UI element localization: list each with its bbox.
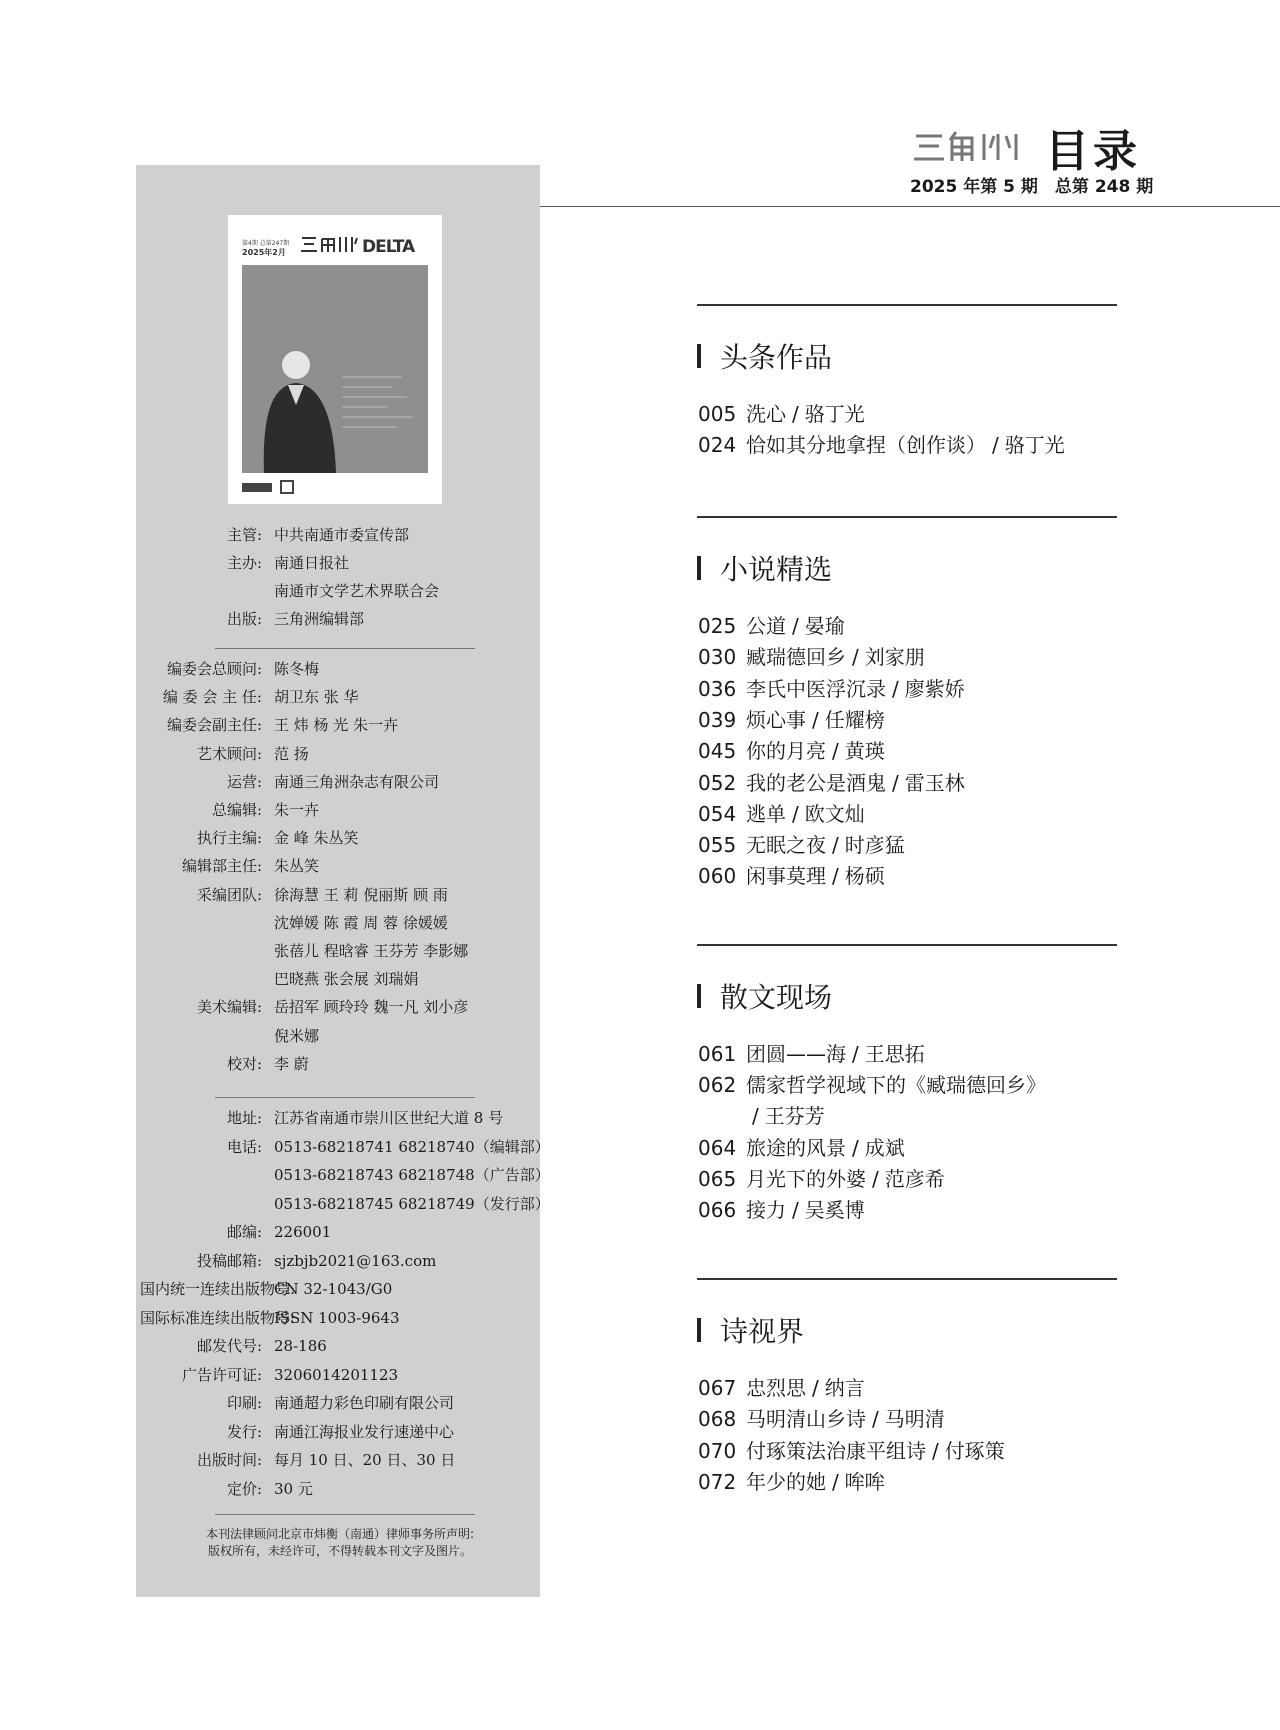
- entry-author: 时彦猛: [844, 833, 905, 858]
- masthead-label: 编辑部主任:: [181, 857, 262, 876]
- separator: /: [992, 433, 999, 458]
- masthead-label: 广告许可证:: [181, 1365, 262, 1384]
- entry-title: 儒家哲学视域下的《臧瑞德回乡》: [746, 1073, 1046, 1098]
- masthead-value: 226001: [274, 1223, 332, 1241]
- masthead-value: 张蓓儿 程晗睿 王芬芳 李影娜: [274, 942, 469, 960]
- page-number: 061: [698, 1042, 737, 1066]
- entry-author: 骆丁光: [804, 402, 865, 426]
- section-title: 头条作品: [720, 341, 833, 374]
- entry-author: 晏瑜: [804, 614, 845, 638]
- toc-entry-continued: [746, 1102, 825, 1130]
- section-rule: [697, 944, 1117, 946]
- entry-author: 刘家朋: [864, 645, 925, 670]
- page-number: 024: [698, 433, 737, 458]
- masthead-label: 总编辑:: [211, 801, 262, 819]
- entry-title: 无眠之夜: [746, 833, 826, 858]
- panel-divider: [215, 1514, 475, 1515]
- entry-author: 任耀榜: [824, 707, 885, 732]
- toc-entry[interactable]: [698, 800, 865, 828]
- separator: /: [752, 1104, 759, 1129]
- masthead-label: 电话:: [226, 1137, 262, 1156]
- separator: /: [892, 770, 899, 795]
- toc-entry[interactable]: [698, 431, 1065, 459]
- entry-title: 闲事莫理: [746, 864, 826, 889]
- separator: /: [832, 833, 839, 858]
- legal-notice: 本刊法律顾问北京市炜衡（南通）律师事务所声明: 版权所有，未经许可，不得转载本刊文字及图片。: [205, 1527, 475, 1558]
- masthead-value: 沈婵媛 陈 霞 周 蓉 徐媛媛: [274, 913, 448, 932]
- separator: /: [812, 1376, 819, 1400]
- masthead-label: 校对:: [226, 1054, 262, 1073]
- toc-entry[interactable]: [698, 1071, 1046, 1099]
- masthead-label: 定价:: [226, 1479, 262, 1498]
- masthead-value: 徐海慧 王 莉 倪丽斯 顾 雨: [274, 885, 448, 904]
- masthead-value: 巴晓燕 张会展 刘瑞娟: [274, 970, 419, 989]
- masthead-value: 南通超力彩色印刷有限公司: [274, 1394, 455, 1412]
- entry-title: 洗心: [746, 402, 786, 426]
- entry-title: 年少的她: [746, 1469, 826, 1494]
- toc-entry[interactable]: [698, 1468, 885, 1496]
- masthead-label: 投稿邮箱:: [196, 1251, 262, 1270]
- entry-author: 王思拓: [864, 1042, 925, 1066]
- entry-author: 付琢策: [944, 1438, 1005, 1463]
- section-title: 诗视界: [720, 1315, 805, 1348]
- masthead-value: 0513-68218745 68218749（发行部）: [274, 1194, 550, 1213]
- separator: /: [872, 1407, 879, 1432]
- masthead-value: 南通三角洲杂志有限公司: [274, 772, 440, 791]
- issue-number: 2025 年第 5 期 总第 248 期: [910, 177, 1154, 197]
- cover-photo: [242, 265, 428, 473]
- page-number: 052: [698, 770, 737, 795]
- toc-entry[interactable]: [698, 831, 905, 859]
- entry-author: 欧文灿: [804, 801, 865, 826]
- page-number: 054: [698, 801, 737, 826]
- page-number: 070: [698, 1438, 737, 1463]
- entry-title: 你的月亮: [746, 739, 826, 764]
- entry-author: 纳言: [824, 1376, 865, 1400]
- separator: /: [792, 614, 799, 638]
- entry-author: 骆丁光: [1004, 433, 1065, 458]
- masthead-value: 南通江海报业发行速递中心: [274, 1422, 455, 1441]
- masthead-label: 邮发代号:: [196, 1337, 262, 1355]
- page-number: 072: [698, 1469, 737, 1494]
- entry-title: 李氏中医浮沉录: [746, 676, 886, 701]
- toc-entry[interactable]: [698, 643, 925, 671]
- entry-title: 付琢策法治康平组诗: [746, 1438, 926, 1463]
- page-number: 064: [698, 1135, 737, 1160]
- masthead-value: 3206014201123: [274, 1365, 399, 1384]
- entry-title: 臧瑞德回乡: [746, 645, 846, 670]
- section-marker-icon: [697, 984, 701, 1008]
- entry-author: 哞哞: [844, 1469, 885, 1494]
- masthead-label: 艺术顾问:: [196, 744, 262, 763]
- masthead-value: sjzbjb2021@163.com: [274, 1251, 437, 1270]
- toc-entry[interactable]: [698, 1196, 865, 1224]
- entry-author: 马明清: [884, 1407, 945, 1432]
- page-number: 039: [698, 707, 737, 732]
- masthead-value: ISSN 1003-9643: [274, 1308, 400, 1327]
- masthead-value: 李 蔚: [274, 1054, 309, 1073]
- masthead-value: 王 炜 杨 光 朱一卉: [274, 716, 399, 735]
- entry-author: 范彦希: [884, 1166, 945, 1191]
- entry-author: 黄瑛: [844, 739, 885, 764]
- separator: /: [792, 801, 799, 826]
- masthead-value: 倪米娜: [274, 1026, 320, 1045]
- masthead-value: 江苏省南通市崇川区世纪大道 8 号: [274, 1109, 504, 1127]
- entry-title: 马明清山乡诗: [746, 1407, 866, 1432]
- toc-entry[interactable]: [698, 1405, 945, 1433]
- toc-entry[interactable]: [698, 1134, 905, 1162]
- toc-entry[interactable]: [698, 1040, 925, 1068]
- separator: /: [792, 402, 799, 426]
- page-number: 062: [698, 1073, 737, 1098]
- entry-title: 旅途的风景: [746, 1135, 846, 1160]
- masthead-value: 每月 10 日、20 日、30 日: [274, 1451, 456, 1469]
- section-rule: [697, 1278, 1117, 1280]
- entry-author: 吴奚博: [804, 1198, 865, 1223]
- page-number: 025: [698, 614, 737, 638]
- cover-meta: 第4期 总第247期 2025年2月: [242, 240, 290, 257]
- toc-entry[interactable]: [698, 1165, 945, 1193]
- separator: /: [872, 1166, 879, 1191]
- masthead-label: 国内统一连续出版物号:: [140, 1280, 296, 1298]
- masthead-label: 国际标准连续出版物号:: [140, 1308, 296, 1327]
- portrait-figure-icon: [242, 265, 428, 473]
- masthead-value: 岳招军 顾玲玲 魏一凡 刘小彦: [274, 998, 469, 1017]
- entry-title: 月光下的外婆: [746, 1166, 866, 1191]
- masthead-label: 美术编辑:: [196, 998, 262, 1017]
- separator: /: [852, 1135, 859, 1160]
- section-title: 散文现场: [720, 981, 833, 1014]
- barcode-icon: [242, 483, 272, 492]
- entry-title: 公道: [746, 614, 786, 638]
- masthead-value: 朱丛笑: [274, 857, 320, 876]
- masthead-value: 陈冬梅: [274, 660, 320, 678]
- toc-entry[interactable]: [698, 769, 965, 797]
- masthead-value: 朱一卉: [274, 801, 320, 819]
- entry-title: 团圆——海: [746, 1042, 846, 1066]
- separator: /: [812, 707, 819, 732]
- qr-code-icon: [280, 480, 294, 494]
- page-number: 055: [698, 833, 737, 858]
- separator: /: [852, 645, 859, 670]
- section-marker-icon: [697, 1318, 701, 1342]
- page-number: 005: [698, 402, 737, 426]
- entry-author: 王芬芳: [764, 1104, 825, 1129]
- header-rule: [540, 206, 1280, 207]
- entry-author: 杨硕: [844, 864, 885, 889]
- entry-author: 雷玉林: [904, 770, 965, 795]
- page-number: 045: [698, 739, 737, 764]
- masthead-label: 采编团队:: [196, 885, 262, 904]
- separator: /: [852, 1042, 859, 1066]
- masthead-label: 编 委 会 主 任:: [162, 688, 262, 707]
- toc-entry[interactable]: [698, 862, 885, 890]
- cover-thumbnail: [228, 215, 442, 504]
- masthead-value: 0513-68218741 68218740（编辑部）: [274, 1137, 550, 1156]
- page-number: 060: [698, 864, 737, 889]
- masthead-value: 胡卫东 张 华: [274, 688, 359, 707]
- masthead-value: 范 扬: [274, 744, 309, 763]
- panel-divider: [215, 1097, 475, 1098]
- toc-entry[interactable]: [698, 706, 885, 734]
- section-rule: [697, 516, 1117, 518]
- masthead-value: CN 32-1043/G0: [274, 1280, 393, 1298]
- separator: /: [892, 676, 899, 701]
- masthead-label: 地址:: [226, 1109, 262, 1127]
- masthead-value: 金 峰 朱丛笑: [274, 829, 359, 848]
- masthead-label: 编委会副主任:: [166, 716, 262, 735]
- panel-divider: [215, 648, 475, 649]
- separator: /: [832, 739, 839, 764]
- entry-title: 忠烈思: [746, 1376, 806, 1400]
- page-number: 065: [698, 1166, 737, 1191]
- entry-title: 恰如其分地拿捏（创作谈）: [746, 433, 986, 458]
- toc-entry[interactable]: [698, 675, 965, 703]
- masthead-label: 执行主编:: [196, 829, 262, 848]
- section-marker-icon: [697, 344, 701, 368]
- toc-entry[interactable]: [698, 612, 845, 640]
- toc-entry[interactable]: [698, 1374, 865, 1402]
- masthead-label: 出版时间:: [196, 1451, 262, 1469]
- section-rule: [697, 304, 1117, 306]
- toc-entry[interactable]: [698, 400, 865, 428]
- magazine-logo: [912, 128, 1022, 166]
- cover-brand: DELTA: [362, 237, 415, 257]
- masthead-value: 0513-68218743 68218748（广告部）: [274, 1166, 550, 1184]
- toc-title: 目录: [1045, 126, 1141, 177]
- page-number: 067: [698, 1376, 737, 1400]
- page-number: 030: [698, 645, 737, 670]
- separator: /: [792, 1198, 799, 1223]
- cover-logo-icon: [300, 234, 360, 254]
- page-number: 036: [698, 676, 737, 701]
- entry-title: 逃单: [746, 801, 786, 826]
- page-number: 066: [698, 1198, 737, 1223]
- masthead-value: 30 元: [274, 1479, 313, 1498]
- separator: /: [832, 864, 839, 889]
- masthead-label: 发行:: [226, 1422, 262, 1441]
- entry-author: 成斌: [864, 1135, 905, 1160]
- section-title: 小说精选: [720, 553, 833, 586]
- section-marker-icon: [697, 556, 701, 580]
- masthead-label: 运营:: [226, 772, 262, 791]
- entry-author: 廖紫娇: [904, 676, 965, 701]
- masthead-value: 28-186: [274, 1337, 327, 1355]
- page-number: 068: [698, 1407, 737, 1432]
- entry-title: 烦心事: [746, 707, 806, 732]
- entry-title: 接力: [746, 1198, 786, 1223]
- masthead-label: 编委会总顾问:: [166, 660, 262, 678]
- separator: /: [832, 1469, 839, 1494]
- entry-title: 我的老公是酒鬼: [746, 770, 886, 795]
- masthead-label: 印刷:: [226, 1394, 262, 1412]
- toc-entry[interactable]: [698, 1437, 1005, 1465]
- separator: /: [932, 1438, 939, 1463]
- masthead-label: 邮编:: [226, 1223, 262, 1241]
- toc-entry[interactable]: [698, 737, 885, 765]
